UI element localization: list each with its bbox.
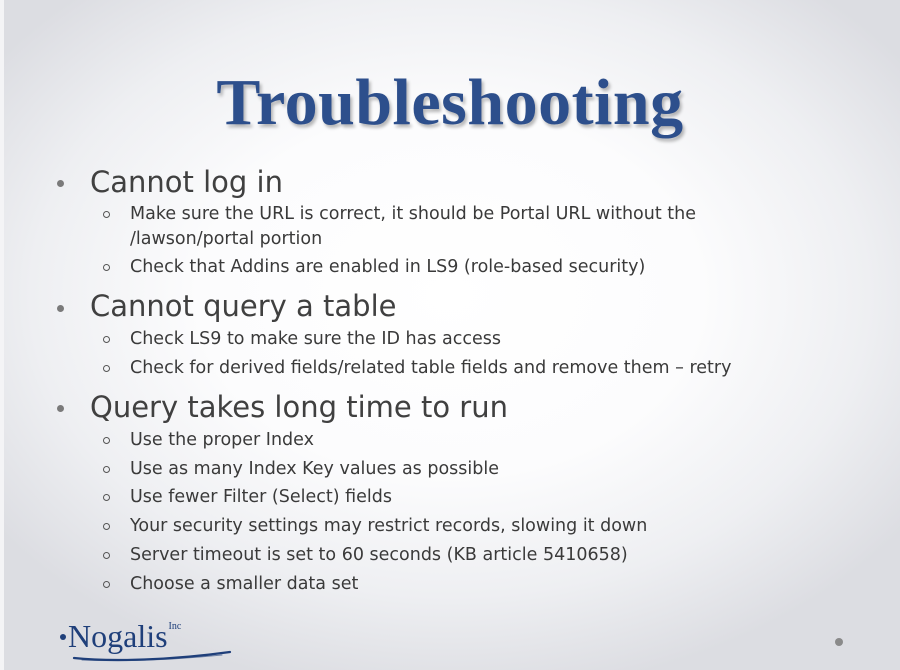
bullet-dot-icon: [57, 180, 64, 187]
bullet-dot-icon: [57, 405, 64, 412]
logo-swoosh-icon: [72, 650, 232, 662]
list-item-security-settings: Your security settings may restrict records, slowing it down: [130, 516, 648, 536]
list-item-proper-index: Use the proper Index: [130, 430, 314, 450]
list-item-smaller-data: Choose a smaller data set: [130, 574, 359, 594]
logo-name: Nogalis: [68, 618, 168, 654]
list-item-server-timeout: Server timeout is set to 60 seconds (KB article 5410658): [130, 545, 628, 565]
list-item-index-keys: Use as many Index Key values as possible: [130, 459, 500, 479]
sub-bullet-circle-icon: [103, 552, 110, 559]
list-item-filter-fields: Use fewer Filter (Select) fields: [130, 487, 393, 507]
slide-title: Troubleshooting: [216, 66, 684, 139]
section-heading-login: Cannot log in: [90, 165, 283, 199]
sub-bullet-circle-icon: [103, 336, 110, 343]
list-item-url-line1: Make sure the URL is correct, it should be Portal URL without the: [130, 204, 696, 224]
sub-bullet-circle-icon: [103, 365, 110, 372]
sub-bullet-circle-icon: [103, 211, 110, 218]
bullet-dot-icon: [57, 305, 64, 312]
list-item-addins: Check that Addins are enabled in LS9 (role-based security): [130, 257, 646, 277]
logo-suffix: Inc: [168, 621, 182, 632]
sub-bullet-circle-icon: [103, 581, 110, 588]
sub-bullet-circle-icon: [103, 466, 110, 473]
slide-corner-dot-icon: [835, 638, 843, 646]
nogalis-logo: [60, 620, 181, 652]
sub-bullet-circle-icon: [103, 494, 110, 501]
sub-bullet-circle-icon: [103, 523, 110, 530]
section-heading-long-query: Query takes long time to run: [90, 390, 508, 424]
sub-bullet-circle-icon: [103, 264, 110, 271]
sub-bullet-circle-icon: [103, 437, 110, 444]
section-heading-query-table: Cannot query a table: [90, 289, 397, 323]
list-item-derived-fields: Check for derived fields/related table fields and remove them – retry: [130, 358, 732, 378]
list-item-id-access: Check LS9 to make sure the ID has access: [130, 329, 501, 349]
logo-dot-icon: [60, 634, 66, 640]
list-item-url-line2: /lawson/portal portion: [130, 229, 323, 249]
